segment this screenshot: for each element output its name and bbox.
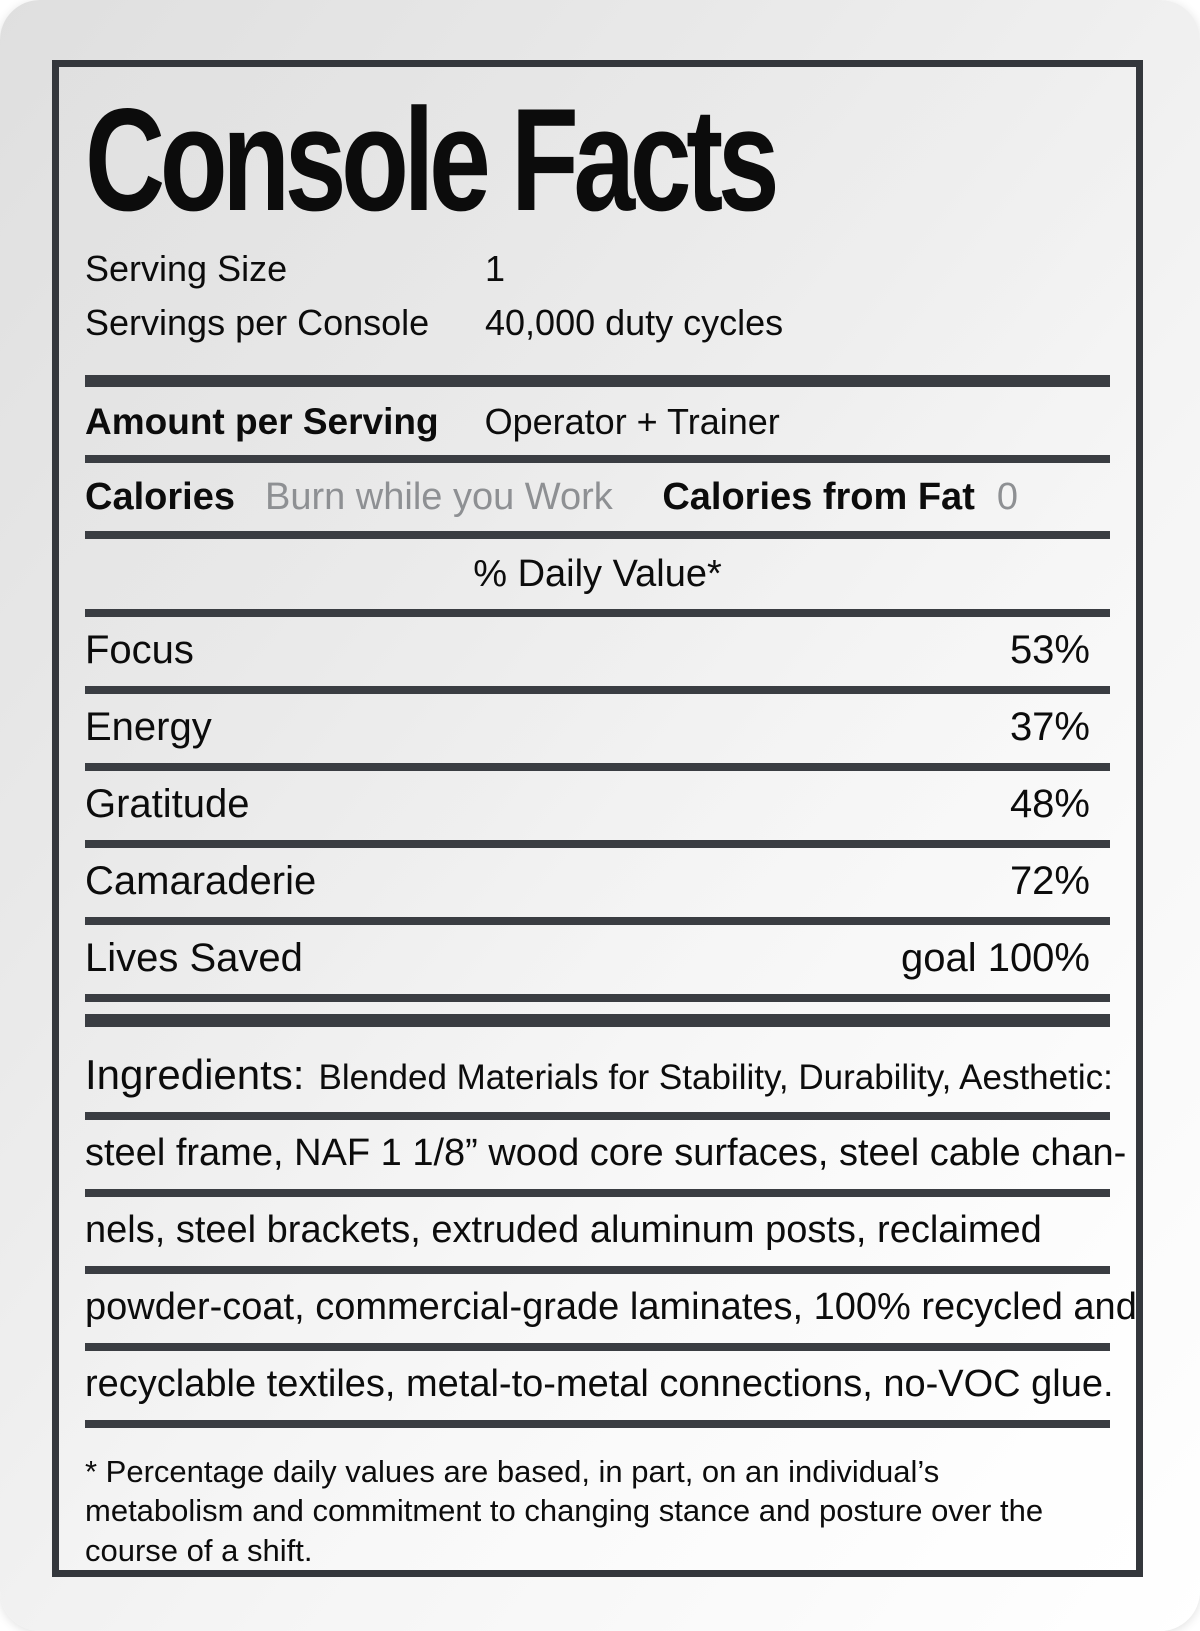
separator-rule xyxy=(85,1343,1110,1351)
nutrient-value: 53% xyxy=(1009,627,1090,672)
separator-rule xyxy=(85,763,1110,771)
ingredient-line-3: powder-coat, commercial-grade laminates, 100% recycled and xyxy=(85,1285,1137,1328)
separator-rule xyxy=(85,1420,1110,1428)
nutrient-name: Lives Saved xyxy=(85,935,303,980)
label-panel xyxy=(52,60,1143,1577)
spacer xyxy=(85,1002,1110,1014)
nutrient-value: goal 100% xyxy=(900,935,1090,980)
nutrient-row-focus xyxy=(85,617,1110,686)
divider-bar-bottom xyxy=(85,1014,1110,1027)
nutrient-name: Focus xyxy=(85,627,194,672)
nutrient-value: 72% xyxy=(1009,858,1090,903)
nutrient-row-gratitude xyxy=(85,771,1110,840)
daily-value-footnote: * Percentage daily values are based, in part, on an individual’s metabolism and commitment to changing stance and posture over the course of a shift. xyxy=(85,1453,1044,1568)
separator-rule xyxy=(85,1189,1110,1197)
calories-from-fat-group xyxy=(662,476,1110,519)
amount-per-serving-row xyxy=(85,387,1110,455)
servings-per-console-value: 40,000 duty cycles xyxy=(485,301,784,343)
serving-info xyxy=(85,247,1110,345)
calories-value: Burn while you Work xyxy=(264,475,613,518)
calories-from-fat-label: Calories from Fat xyxy=(662,475,975,518)
label-title: Console Facts xyxy=(85,78,775,241)
nutrient-value: 37% xyxy=(1009,704,1090,749)
calories-from-fat-value: 0 xyxy=(996,475,1018,518)
ingredients-label: Ingredients: xyxy=(85,1050,305,1098)
divider-bar-top xyxy=(85,375,1110,387)
divider-bar-mid xyxy=(85,531,1110,539)
separator-rule xyxy=(85,1112,1110,1120)
nutrient-value: 48% xyxy=(1009,781,1090,826)
amount-per-serving-label: Amount per Serving xyxy=(85,400,439,442)
calories-row xyxy=(85,463,1110,531)
separator-rule xyxy=(85,994,1110,1002)
separator-rule xyxy=(85,840,1110,848)
daily-value-header: % Daily Value* xyxy=(473,552,722,595)
amount-per-serving-value: Operator + Trainer xyxy=(484,400,780,442)
separator-rule xyxy=(85,609,1110,617)
serving-size-value: 1 xyxy=(485,248,506,289)
nutrient-name: Energy xyxy=(85,704,212,749)
ingredient-line-2: nels, steel brackets, extruded aluminum posts, reclaimed xyxy=(85,1208,1042,1251)
ingredients-header-row xyxy=(85,1050,1113,1112)
servings-per-console-label: Servings per Console xyxy=(85,301,430,343)
calories-label: Calories xyxy=(85,475,235,518)
ingredients-intro: Blended Materials for Stability, Durability, Aesthetic: xyxy=(318,1057,1113,1097)
separator-rule xyxy=(85,917,1110,925)
ingredient-line-4: recyclable textiles, metal-to-metal connections, no-VOC glue. xyxy=(85,1362,1114,1405)
label-title-wrap xyxy=(85,78,1110,241)
ingredient-line-1: steel frame, NAF 1 1/8” wood core surfaces, steel cable chan- xyxy=(85,1131,1127,1174)
nutrient-row-camaraderie xyxy=(85,848,1110,917)
nutrient-row-lives-saved xyxy=(85,925,1110,994)
separator-rule xyxy=(85,686,1110,694)
separator-rule xyxy=(85,1266,1110,1274)
separator-rule xyxy=(85,455,1110,463)
nutrient-row-energy xyxy=(85,694,1110,763)
serving-size-label: Serving Size xyxy=(85,248,288,289)
nutrient-name: Camaraderie xyxy=(85,858,317,903)
nutrient-name: Gratitude xyxy=(85,781,250,826)
